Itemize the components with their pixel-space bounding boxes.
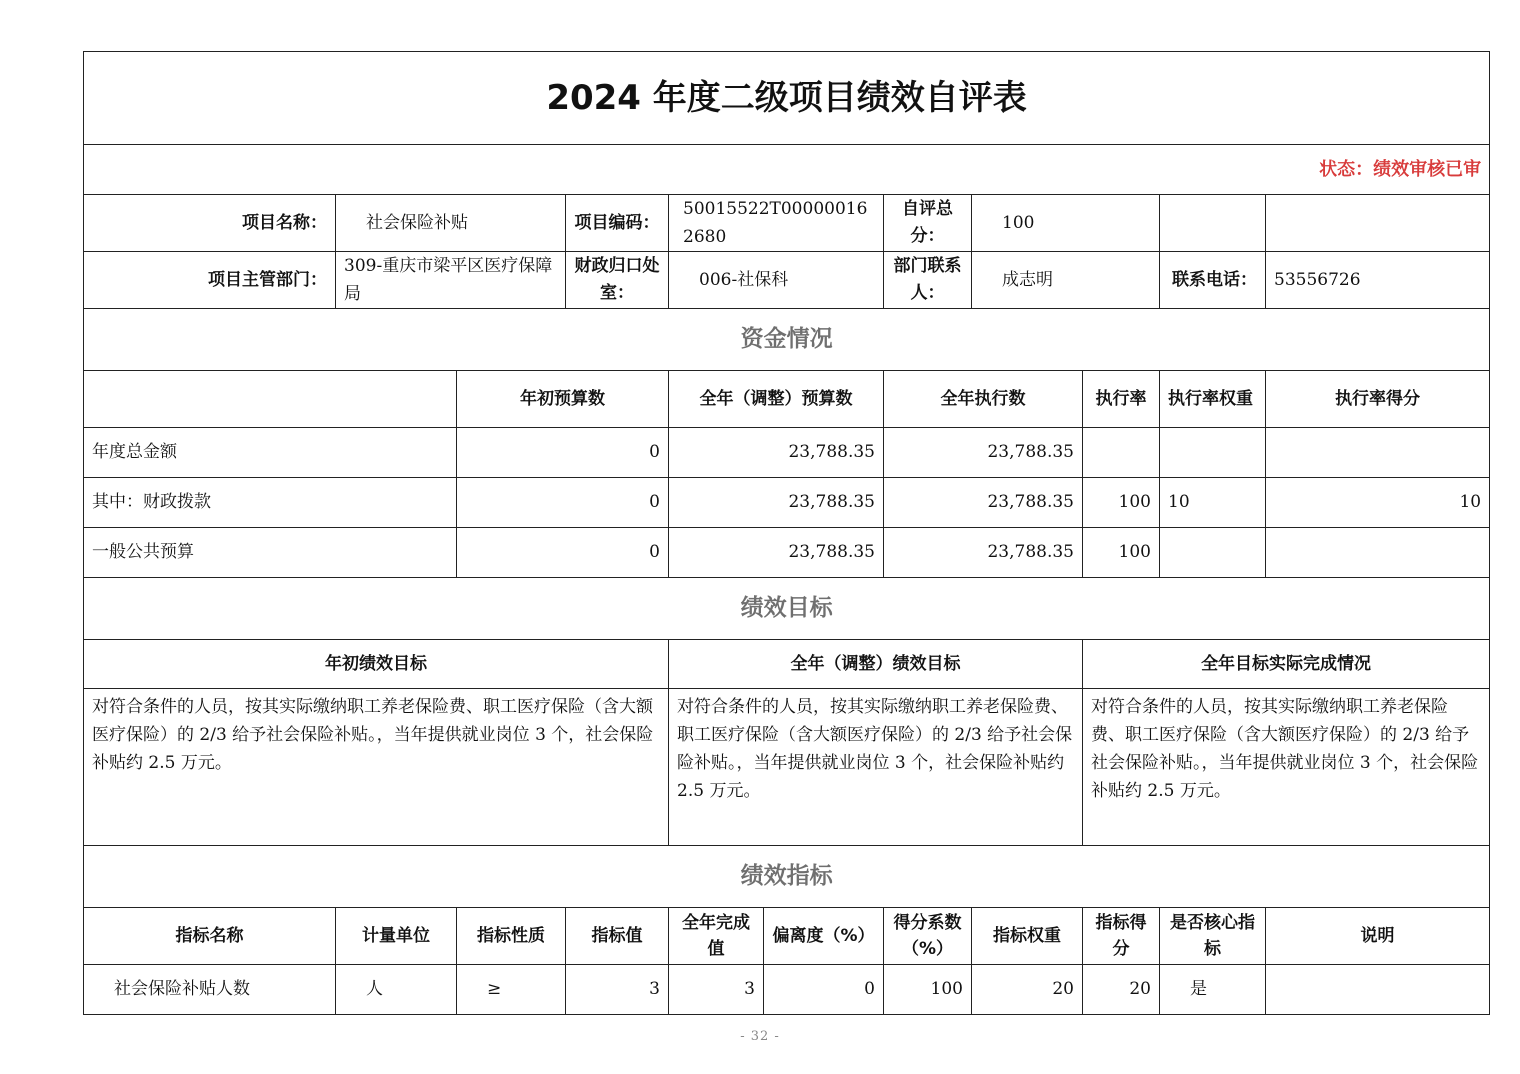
indicator-nature: ≥ bbox=[457, 965, 566, 1015]
goal-adjusted-text: 对符合条件的人员，按其实际缴纳职工养老保险费、职工医疗保险（含大额医疗保险）的 2/3 给予社会保险补贴。，当年提供就业岗位 3 个，社会保险补贴约 2.5 万元。 bbox=[669, 689, 1083, 846]
indicator-header-unit: 计量单位 bbox=[336, 908, 457, 965]
indicator-header-score: 指标得分 bbox=[1083, 908, 1160, 965]
goals-header-actual: 全年目标实际完成情况 bbox=[1083, 640, 1490, 689]
table-row bbox=[84, 428, 1490, 478]
indicator-header-note: 说明 bbox=[1266, 908, 1490, 965]
project-code-label: 项目编码： bbox=[566, 195, 669, 252]
score-label: 自评总分： bbox=[884, 195, 972, 252]
indicator-header-coef: 得分系数（%） bbox=[884, 908, 972, 965]
funds-row-initial: 0 bbox=[457, 428, 669, 478]
indicator-deviation: 0 bbox=[764, 965, 884, 1015]
table-row bbox=[84, 528, 1490, 578]
indicator-note bbox=[1266, 965, 1490, 1015]
indicator-core: 是 bbox=[1160, 965, 1266, 1015]
finance-office-label: 财政归口处室： bbox=[566, 252, 669, 309]
dept-label: 项目主管部门： bbox=[84, 252, 336, 309]
funds-row-name: 其中：财政拨款 bbox=[84, 478, 457, 528]
goals-header-adjusted: 全年（调整）绩效目标 bbox=[669, 640, 1083, 689]
indicator-header-name: 指标名称 bbox=[84, 908, 336, 965]
table-row bbox=[84, 965, 1490, 1015]
funds-header-executed: 全年执行数 bbox=[884, 371, 1083, 428]
funds-row-rate: 100 bbox=[1083, 478, 1160, 528]
phone-value: 53556726 bbox=[1266, 252, 1490, 309]
contact-label: 部门联系人： bbox=[884, 252, 972, 309]
funds-header-adjusted: 全年（调整）预算数 bbox=[669, 371, 884, 428]
finance-office-value: 006-社保科 bbox=[669, 252, 884, 309]
phone-label: 联系电话： bbox=[1160, 252, 1266, 309]
page-number: - 32 - bbox=[740, 1029, 780, 1044]
status-badge: 状态：绩效审核已审 bbox=[84, 145, 1490, 195]
indicators-section-title: 绩效指标 bbox=[84, 846, 1490, 908]
contact-value: 成志明 bbox=[972, 252, 1160, 309]
project-code-value: 50015522T000000162680 bbox=[669, 195, 884, 252]
indicator-coef: 100 bbox=[884, 965, 972, 1015]
funds-row-executed: 23,788.35 bbox=[884, 428, 1083, 478]
indicator-score: 20 bbox=[1083, 965, 1160, 1015]
project-name-value: 社会保险补贴 bbox=[336, 195, 566, 252]
indicator-header-target: 指标值 bbox=[566, 908, 669, 965]
funds-row-name: 年度总金额 bbox=[84, 428, 457, 478]
score-value: 100 bbox=[972, 195, 1160, 252]
indicator-header-actual: 全年完成值 bbox=[669, 908, 764, 965]
funds-header-empty bbox=[84, 371, 457, 428]
funds-row-executed: 23,788.35 bbox=[884, 528, 1083, 578]
funds-row-adjusted: 23,788.35 bbox=[669, 478, 884, 528]
indicator-unit: 人 bbox=[336, 965, 457, 1015]
goal-actual-text: 对符合条件的人员，按其实际缴纳职工养老保险费、职工医疗保险（含大额医疗保险）的 2/3 给予社会保险补贴。，当年提供就业岗位 3 个，社会保险补贴约 2.5 万元。 bbox=[1083, 689, 1490, 846]
funds-row-score bbox=[1266, 528, 1490, 578]
indicator-target: 3 bbox=[566, 965, 669, 1015]
funds-row-weight bbox=[1160, 528, 1266, 578]
goal-initial-text: 对符合条件的人员，按其实际缴纳职工养老保险费、职工医疗保险（含大额医疗保险）的 2/3 给予社会保险补贴。，当年提供就业岗位 3 个，社会保险补贴约 2.5 万元。 bbox=[84, 689, 669, 846]
funds-row-initial: 0 bbox=[457, 478, 669, 528]
goals-header-initial: 年初绩效目标 bbox=[84, 640, 669, 689]
funds-header-initial: 年初预算数 bbox=[457, 371, 669, 428]
funds-row-rate bbox=[1083, 428, 1160, 478]
funds-section-title: 资金情况 bbox=[84, 309, 1490, 371]
indicator-name: 社会保险补贴人数 bbox=[84, 965, 336, 1015]
funds-header-weight: 执行率权重 bbox=[1160, 371, 1266, 428]
indicator-header-weight: 指标权重 bbox=[972, 908, 1083, 965]
evaluation-form bbox=[83, 51, 1489, 1015]
funds-header-score: 执行率得分 bbox=[1266, 371, 1490, 428]
funds-row-rate: 100 bbox=[1083, 528, 1160, 578]
page-title: 2024 年度二级项目绩效自评表 bbox=[84, 52, 1490, 145]
funds-row-initial: 0 bbox=[457, 528, 669, 578]
funds-row-weight: 10 bbox=[1160, 478, 1266, 528]
empty-cell bbox=[1160, 195, 1266, 252]
funds-header-rate: 执行率 bbox=[1083, 371, 1160, 428]
table-row bbox=[84, 478, 1490, 528]
indicator-table bbox=[83, 907, 1490, 1015]
goals-section-title: 绩效目标 bbox=[84, 578, 1490, 640]
indicator-header-deviation: 偏离度（%） bbox=[764, 908, 884, 965]
project-name-label: 项目名称： bbox=[84, 195, 336, 252]
funds-row-weight bbox=[1160, 428, 1266, 478]
funds-row-score: 10 bbox=[1266, 478, 1490, 528]
funds-row-adjusted: 23,788.35 bbox=[669, 428, 884, 478]
empty-cell bbox=[1266, 195, 1490, 252]
funds-row-executed: 23,788.35 bbox=[884, 478, 1083, 528]
funds-row-adjusted: 23,788.35 bbox=[669, 528, 884, 578]
dept-value: 309-重庆市梁平区医疗保障局 bbox=[336, 252, 566, 309]
funds-row-name: 一般公共预算 bbox=[84, 528, 457, 578]
funds-row-score bbox=[1266, 428, 1490, 478]
indicator-weight: 20 bbox=[972, 965, 1083, 1015]
indicator-header-nature: 指标性质 bbox=[457, 908, 566, 965]
evaluation-table bbox=[83, 51, 1490, 908]
indicator-actual: 3 bbox=[669, 965, 764, 1015]
indicator-header-core: 是否核心指标 bbox=[1160, 908, 1266, 965]
